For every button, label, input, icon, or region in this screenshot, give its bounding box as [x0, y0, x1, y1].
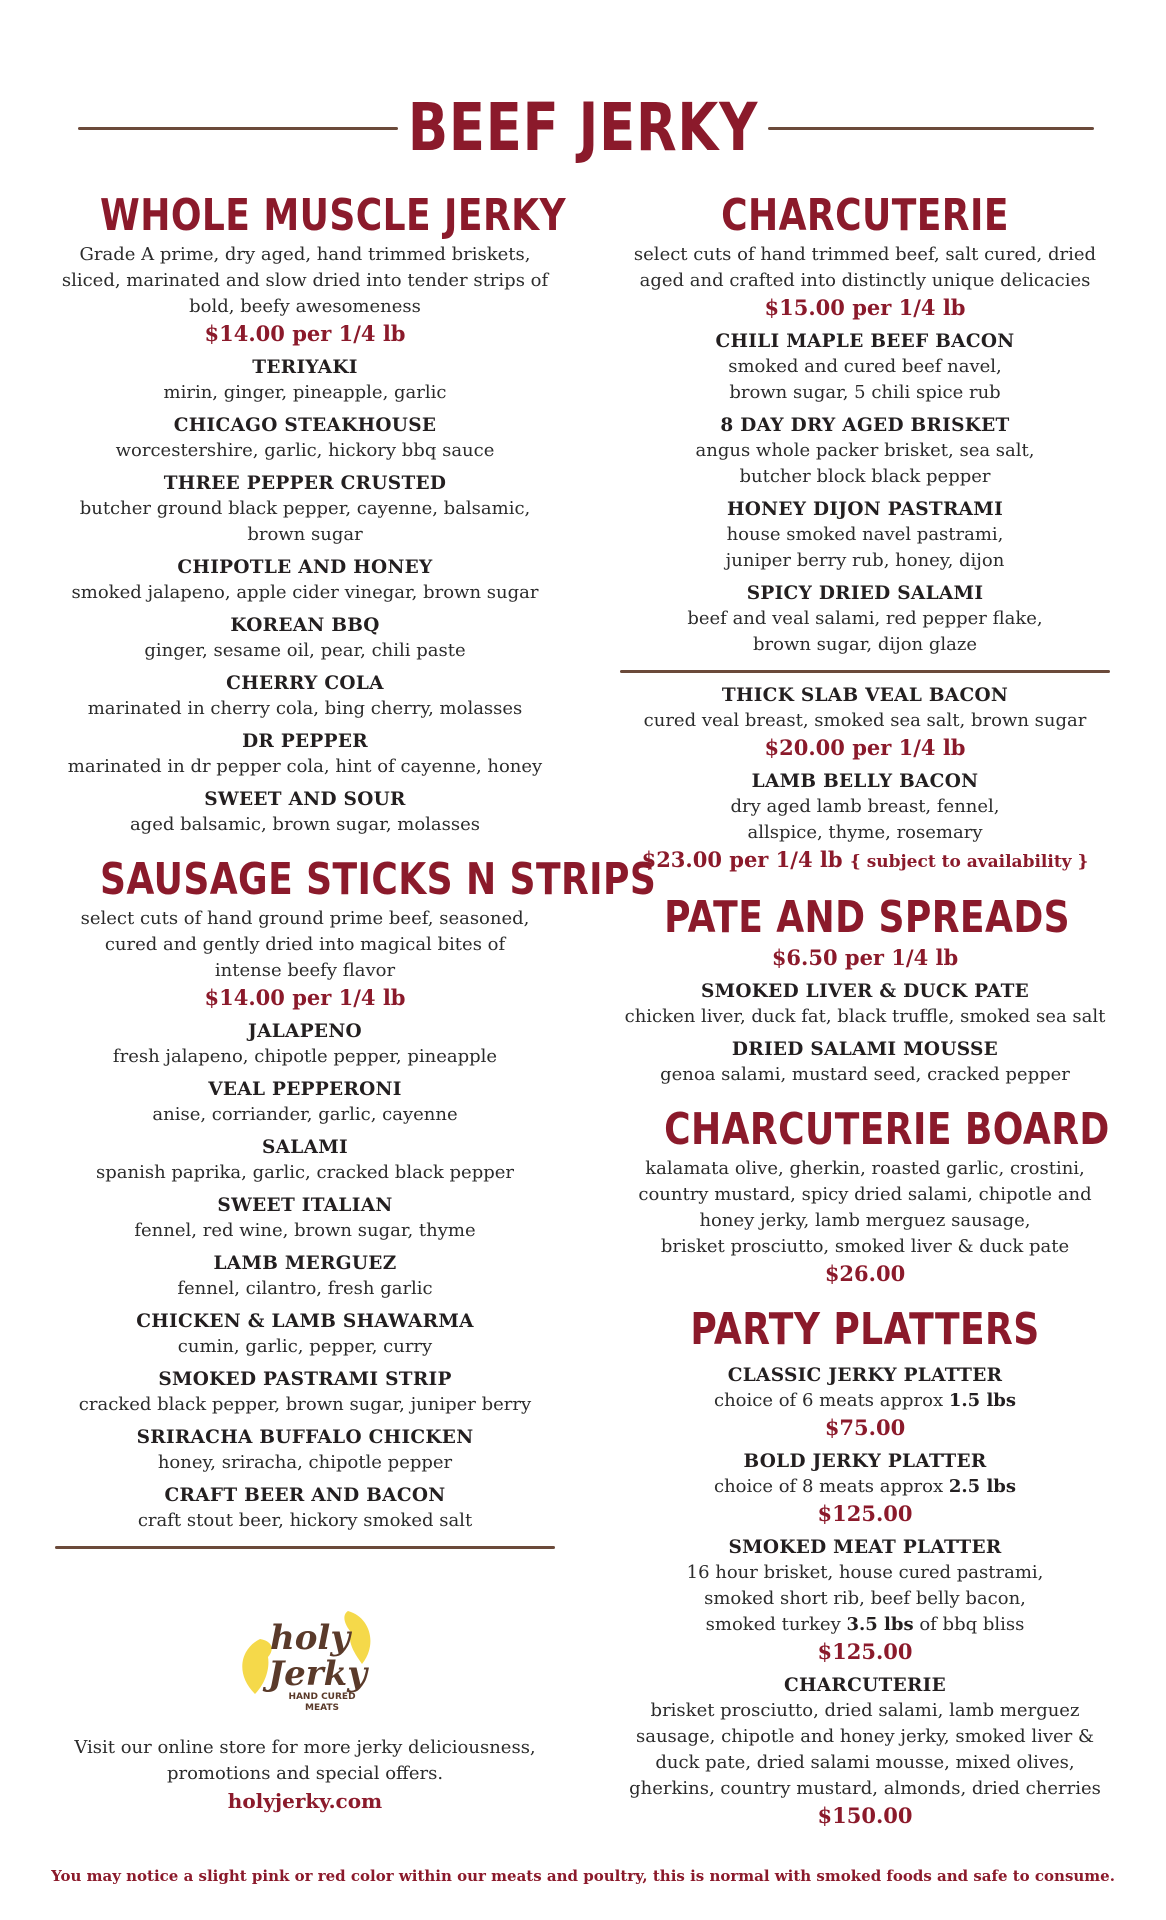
item-list [620, 329, 1110, 658]
item-price: $125.00 [817, 1501, 913, 1526]
section-price: $14.00 per 1/4 lb [204, 985, 406, 1010]
item-desc [620, 1388, 1110, 1414]
logo-tagline-1: HAND CURED [288, 1692, 356, 1702]
section-desc [620, 242, 1110, 294]
item-desc: allspice, thyme, rosemary [747, 822, 983, 843]
item-name: CHERRY COLA [226, 673, 384, 694]
item-desc: craft stout beer, hickory smoked salt [137, 1510, 473, 1531]
item-desc: smoked jalapeno, apple cider vinegar, brown sugar [71, 582, 539, 603]
store-text [55, 1735, 555, 1787]
item-desc: fennel, cilantro, fresh garlic [177, 1278, 433, 1299]
item-price: $20.00 per 1/4 lb [764, 735, 966, 760]
desc-text: choice of 6 meats approx [714, 1390, 949, 1411]
item-desc: mirin, ginger, pineapple, garlic [163, 382, 447, 403]
item-price [620, 846, 1110, 876]
item-name: TERIYAKI [252, 357, 358, 378]
item-desc: dry aged lamb breast, fennel, [730, 796, 1000, 817]
item-desc: brisket prosciutto, dried salami, lamb merguez [650, 1700, 1080, 1721]
item-price: $150.00 [817, 1803, 913, 1828]
item-name: SMOKED LIVER & DUCK PATE [700, 981, 1030, 1002]
item-price: $75.00 [824, 1415, 906, 1440]
desc-line: kalamata olive, gherkin, roasted garlic, crostini, [645, 1158, 1085, 1179]
item-desc: cumin, garlic, pepper, curry [177, 1336, 433, 1357]
item-desc: marinated in dr pepper cola, hint of cayenne, honey [67, 756, 543, 777]
item-desc: angus whole packer brisket, sea salt, [695, 440, 1035, 461]
item-name: BOLD JERKY PLATTER [743, 1451, 987, 1472]
item-desc: brown sugar [247, 524, 363, 545]
item-name: HONEY DIJON PASTRAMI [726, 499, 1004, 520]
holy-jerky-logo [230, 1599, 380, 1719]
item-name: JALAPENO [248, 1021, 362, 1042]
item-name: DRIED SALAMI MOUSSE [731, 1039, 999, 1060]
item-name: SWEET AND SOUR [204, 789, 406, 810]
logo-word-jerky: Jerky [268, 1654, 367, 1694]
item-desc: smoked and cured beef navel, [728, 356, 1002, 377]
item-desc: honey, sriracha, chipotle pepper [157, 1452, 453, 1473]
item-desc: ginger, sesame oil, pear, chili paste [144, 640, 466, 661]
board-section [620, 1104, 1110, 1288]
item-desc: fennel, red wine, brown sugar, thyme [134, 1220, 476, 1241]
desc-line: country mustard, spicy dried salami, chipotle and [638, 1184, 1092, 1205]
logo-tagline-2: MEATS [305, 1703, 339, 1713]
website-link[interactable]: holyjerky.com [227, 1789, 383, 1813]
desc-line: Grade A prime, dry aged, hand trimmed briskets, [79, 244, 531, 265]
desc-weight: 3.5 lbs [846, 1614, 914, 1635]
section-title: PATE AND SPREADS [664, 892, 1071, 943]
desc-line: bold, beefy awesomeness [189, 296, 421, 317]
item-desc: house smoked navel pastrami, [726, 524, 1004, 545]
desc-line: intense beefy flavor [214, 960, 396, 981]
title-rule-right [768, 127, 1094, 130]
item-desc: chicken liver, duck fat, black truffle, smoked sea salt [624, 1006, 1106, 1027]
section-title: CHARCUTERIE BOARD [664, 1104, 1110, 1155]
section-title: WHOLE MUSCLE JERKY [100, 190, 567, 241]
item-name: CHILI MAPLE BEEF BACON [715, 331, 1015, 352]
item-desc: worcestershire, garlic, hickory bbq sauce [115, 440, 495, 461]
item-name: THREE PEPPER CRUSTED [163, 473, 447, 494]
footer-note: You may notice a slight pink or red color within our meats and poultry, this is normal with smoked foods and safe to consume. [51, 1867, 1115, 1885]
item-desc: 16 hour brisket, house cured pastrami, [686, 1562, 1044, 1583]
desc-line: aged and crafted into distinctly unique delicacies [639, 270, 1091, 291]
item-desc: fresh jalapeno, chipotle pepper, pineapple [112, 1046, 498, 1067]
item-name: DR PEPPER [242, 731, 368, 752]
sausage-section [55, 854, 657, 1534]
bacon-section [620, 683, 1110, 876]
item-name: CHIPOTLE AND HONEY [177, 557, 433, 578]
item-name: SMOKED MEAT PLATTER [728, 1537, 1002, 1558]
item-desc: beef and veal salami, red pepper flake, [687, 608, 1043, 629]
desc-line: select cuts of hand trimmed beef, salt cured, dried [633, 244, 1097, 265]
platters-section [620, 1304, 1110, 1830]
item-desc: sausage, chipotle and honey jerky, smoked liver & [635, 1726, 1095, 1747]
desc-line: sliced, marinated and slow dried into tender strips of [61, 270, 549, 291]
section-divider [620, 670, 1110, 673]
logo-word-holy: holy [270, 1618, 351, 1658]
item-desc [620, 1474, 1110, 1500]
item-desc: genoa salami, mustard seed, cracked pepper [660, 1064, 1070, 1085]
item-desc: anise, corriander, garlic, cayenne [152, 1104, 458, 1125]
section-price: $26.00 [824, 1261, 906, 1286]
item-name: SWEET ITALIAN [217, 1195, 393, 1216]
desc-line: honey jerky, lamb merguez sausage, [699, 1210, 1031, 1231]
charcuterie-section [620, 190, 1110, 658]
desc-text: of bbq bliss [913, 1614, 1025, 1635]
desc-line: select cuts of hand ground prime beef, seasoned, [80, 908, 530, 929]
section-desc [55, 242, 555, 320]
item-name: CLASSIC JERKY PLATTER [727, 1365, 1003, 1386]
item-desc: spanish paprika, garlic, cracked black pepper [95, 1162, 514, 1183]
left-column [55, 190, 657, 1815]
section-price: $14.00 per 1/4 lb [204, 321, 406, 346]
price-value: $23.00 per 1/4 lb [641, 847, 843, 872]
desc-weight: 1.5 lbs [948, 1390, 1016, 1411]
item-name: SPICY DRIED SALAMI [746, 583, 984, 604]
item-desc: brown sugar, dijon glaze [753, 634, 977, 655]
item-name: CHICKEN & LAMB SHAWARMA [136, 1311, 474, 1332]
section-title: CHARCUTERIE [721, 190, 1009, 241]
item-desc [620, 1612, 1110, 1638]
item-desc: brown sugar, 5 chili spice rub [729, 382, 1001, 403]
desc-text: choice of 8 meats approx [714, 1476, 949, 1497]
pate-section [620, 892, 1110, 1088]
item-name: 8 DAY DRY AGED BRISKET [720, 415, 1010, 436]
right-column [620, 190, 1110, 1830]
item-name: KOREAN BBQ [230, 615, 380, 636]
desc-line: brisket prosciutto, smoked liver & duck pate [660, 1236, 1070, 1257]
item-desc: duck pate, dried salami mousse, mixed olives, [655, 1752, 1075, 1773]
desc-weight: 2.5 lbs [948, 1476, 1016, 1497]
item-name: SMOKED PASTRAMI STRIP [158, 1369, 452, 1390]
section-title: PARTY PLATTERS [690, 1304, 1040, 1355]
page-title: BEEF JERKY [407, 89, 759, 166]
section-desc [55, 906, 555, 984]
item-price: $125.00 [817, 1639, 913, 1664]
section-desc [620, 1156, 1110, 1260]
item-name: LAMB MERGUEZ [213, 1253, 397, 1274]
item-name: LAMB BELLY BACON [751, 771, 979, 792]
section-divider [55, 1546, 555, 1549]
section-price: $6.50 per 1/4 lb [771, 945, 959, 970]
item-name: THICK SLAB VEAL BACON [721, 685, 1009, 706]
item-desc: smoked short rib, beef belly bacon, [704, 1588, 1026, 1609]
availability-note: { subject to availability } [849, 852, 1089, 872]
item-name: SALAMI [261, 1137, 348, 1158]
item-desc: marinated in cherry cola, bing cherry, molasses [87, 698, 523, 719]
item-desc: butcher ground black pepper, cayenne, balsamic, [79, 498, 531, 519]
section-price: $15.00 per 1/4 lb [764, 295, 966, 320]
item-desc: cracked black pepper, brown sugar, juniper berry [78, 1394, 532, 1415]
item-name: SRIRACHA BUFFALO CHICKEN [136, 1427, 474, 1448]
desc-line: cured and gently dried into magical bites of [104, 934, 506, 955]
item-name: CHICAGO STEAKHOUSE [173, 415, 437, 436]
section-title: SAUSAGE STICKS N STRIPS [100, 854, 657, 905]
item-name: CRAFT BEER AND BACON [164, 1485, 446, 1506]
item-desc: gherkins, country mustard, almonds, dried cherries [629, 1778, 1101, 1799]
item-name: VEAL PEPPERONI [208, 1079, 402, 1100]
item-list [55, 1019, 555, 1534]
store-line: promotions and special offers. [166, 1763, 444, 1784]
item-list [55, 355, 555, 838]
item-desc: cured veal breast, smoked sea salt, brown sugar [643, 710, 1087, 731]
item-desc: juniper berry rub, honey, dijon [725, 550, 1005, 571]
desc-text: smoked turkey [705, 1614, 847, 1635]
store-line: Visit our online store for more jerky deliciousness, [74, 1737, 536, 1758]
item-name: CHARCUTERIE [783, 1675, 947, 1696]
item-desc: aged balsamic, brown sugar, molasses [129, 814, 481, 835]
item-desc: butcher block black pepper [739, 466, 991, 487]
whole-muscle-section [55, 190, 567, 838]
